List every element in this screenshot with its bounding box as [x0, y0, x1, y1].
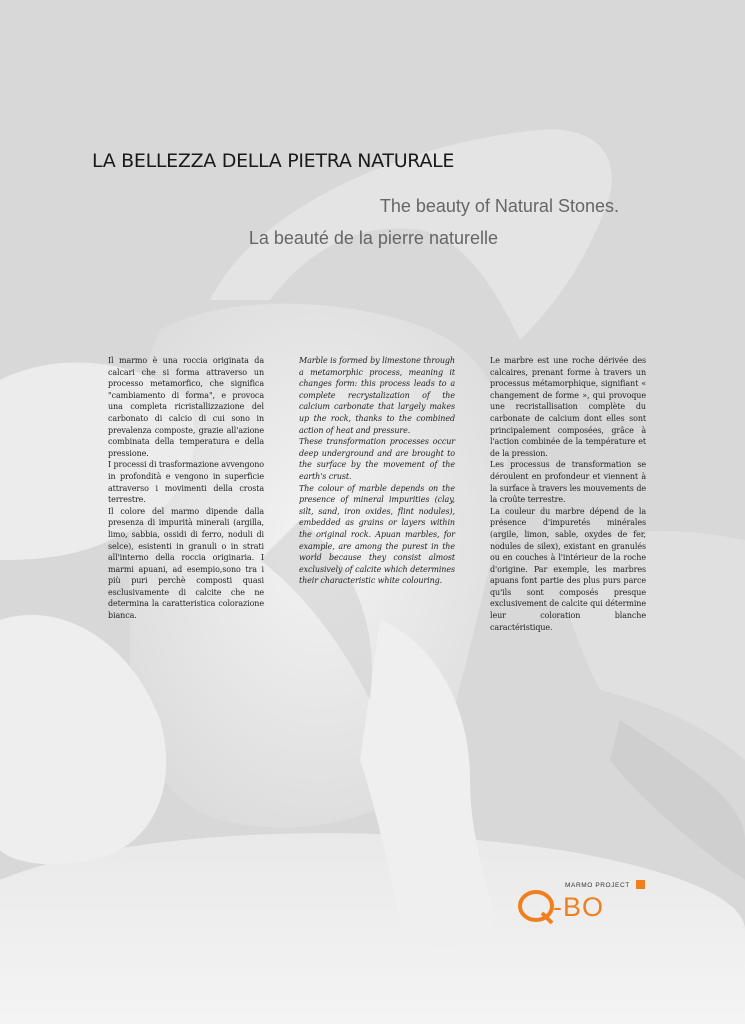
logo-wordmark: -BO [553, 892, 604, 923]
paragraph: Il marmo è una roccia originata da calcari che si forma attraverso un processo metamorfico, che significa "cambiamento di forma", e provoca una completa ricristallizzazione del carbonato di calcio di cui sono in prevalenza composte, grazie all'azione combinata della temperatura e della pressione. [108, 356, 264, 458]
text-column-english [299, 355, 455, 587]
paragraph: I processi di trasformazione avvengono in profondità e vengono in superficie attraverso i movimenti della crosta terrestre. [108, 460, 264, 505]
paragraph: These transformation processes occur deep underground and are brought to the surface by the movement of the earth's crust. [299, 437, 455, 481]
paragraph: Marble is formed by limestone through a metamorphic process, meaning it changes form: this process leads to a complete recrystalization of the calcium carbonate that largely makes up the rock, thanks to the combined action of heat and pressure. [299, 356, 455, 435]
logo-subtitle: MARMO PROJECT [565, 882, 630, 889]
text-column-french [490, 355, 646, 633]
paragraph: Les processus de transformation se déroulent en profondeur et viennent à la surface à travers les mouvements de la croûte terrestre. [490, 460, 646, 505]
paragraph: Le marbre est une roche dérivée des calcaires, prenant forme à travers un processus métamorphique, signifiant « changement de forme », qui provoque une recristallisation complète du carbonate de calcium dont elles sont principalement composées, grâce à l'action combinée de la température et de la pression. [490, 356, 646, 458]
subtitle-english: The beauty of Natural Stones. [379, 196, 619, 216]
logo-main-text [517, 892, 590, 923]
subtitle-french: La beauté de la pierre naturelle [248, 228, 498, 248]
paragraph: Il colore del marmo dipende dalla presenza di impurità minerali (argilla, limo, sabbia, ossidi di ferro, noduli di selce), esistenti in granuli o in strati all'interno della roccia originaria. I marmi apuani, ad esempio,sono tra i più puri perchè composti quasi esclusivamente di calcite che ne determina la caratteristica colorazione bianca. [108, 506, 264, 621]
paragraph: La couleur du marbre dépend de la présence d'impuretés minérales (argile, limon, sable, oxydes de fer, nodules de silex), existant en granulés ou en couches à l'intérieur de la roche d'origine. Par exemple, les marbres apuans font partie des plus purs parce qu'ils sont composés presque exclusivement de calcite qui détermine leur coloration blanche caractéristique. [490, 506, 646, 632]
paragraph: The colour of marble depends on the presence of mineral impurities (clay, silt, sand, iron oxides, flint nodules), embedded as grains or layers within the original rock. Apuan marbles, for example, are among the purest in the world because they consist almost exclusively of calcite which determines their characteristic white colouring. [299, 483, 455, 586]
page-title: LA BELLEZZA DELLA PIETRA NATURALE [92, 150, 455, 172]
text-column-italian [108, 355, 264, 622]
